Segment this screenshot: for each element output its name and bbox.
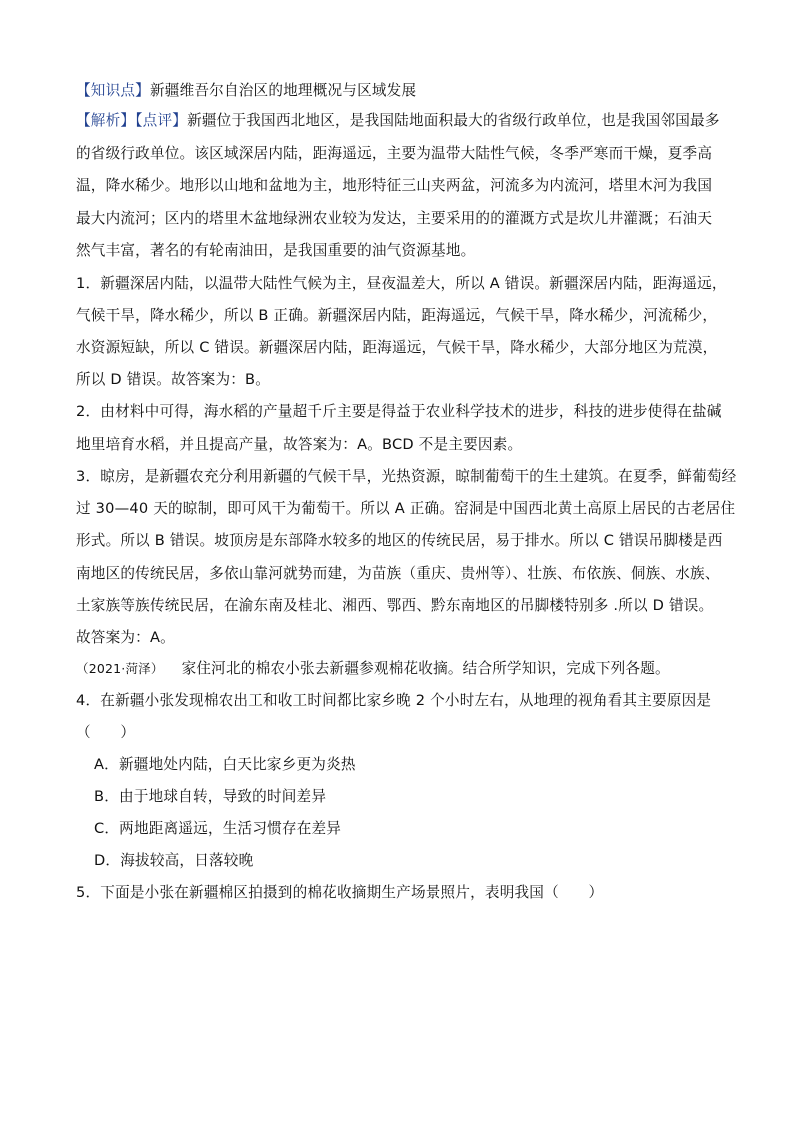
analysis-line-4: 最大内流河；区内的塔里木盆地绿洲农业较为发达，主要采用的的灌溉方式是坎儿井灌溉；石油天: [76, 210, 713, 227]
analysis-line-1: [76, 112, 720, 130]
answer-1-line-1: 1．新疆深居内陆，以温带大陆性气候为主，昼夜温差大，所以 A 错误。新疆深居内陆，距海遥远，: [76, 275, 727, 292]
question-5-stem: 5．下面是小张在新疆棉区拍摄到的棉花收摘期生产场景照片，表明我国（ ）: [76, 884, 604, 901]
answer-1-line-2: 气候干旱，降水稀少，所以 B 正确。新疆深居内陆，距海遥远，气候干旱，降水稀少，河流稀少，: [76, 307, 718, 324]
knowledge-point-text: 新疆维吾尔自治区的地理概况与区域发展: [149, 82, 417, 99]
analysis-line-2: 的省级行政单位。该区域深居内陆，距海遥远，主要为温带大陆性气候，冬季严寒而干燥，夏季高: [76, 145, 713, 162]
question-4-answer-bracket: （ ）: [76, 724, 136, 741]
answer-3-line-5: 土家族等族传统民居，在渝东南及桂北、湘西、鄂西、黔东南地区的吊脚楼特别多 .所以 D 错误。: [76, 597, 714, 614]
analysis-tag: 【解析】【点评】: [76, 112, 188, 129]
material-line: [76, 660, 670, 678]
answer-3-line-1: 3．晾房，是新疆农充分利用新疆的气候干旱，光热资源，晾制葡萄干的生土建筑。在夏季，鲜葡萄经: [76, 468, 737, 485]
answer-1-line-4: 所以 D 错误。故答案为：B。: [76, 371, 271, 388]
answer-3-line-4: 南地区的传统民居，多依山靠河就势而建，为苗族（重庆、贵州等）、壮族、布依族、侗族、水族、: [76, 565, 720, 582]
question-4-option-b: B．由于地球自转，导致的时间差异: [94, 788, 327, 805]
question-4-option-d: D．海拔较高，日落较晚: [94, 852, 254, 869]
question-4-option-c: C．两地距离遥远，生活习惯存在差异: [94, 820, 342, 837]
analysis-line-5: 然气丰富，著名的有轮南油田，是我国重要的油气资源基地。: [76, 242, 476, 259]
knowledge-point-line: [76, 82, 416, 100]
material-source: （2021·菏泽）: [76, 661, 164, 676]
material-text: 家住河北的棉农小张去新疆参观棉花收摘。结合所学知识，完成下列各题。: [181, 660, 670, 677]
analysis-line-3: 温，降水稀少。地形以山地和盆地为主，地形特征三山夹两盆，河流多为内流河，塔里木河为我国: [76, 177, 713, 194]
answer-3-line-6: 故答案为：A。: [76, 629, 175, 646]
question-4-option-a: A．新疆地处内陆，白天比家乡更为炎热: [94, 756, 356, 773]
question-4-stem: 4．在新疆小张发现棉农出工和收工时间都比家乡晚 2 个小时左右，从地理的视角看其主要原因是: [76, 692, 712, 709]
answer-2-line-1: 2．由材料中可得，海水稻的产量超千斤主要是得益于农业科学技术的进步，科技的进步使得在盐碱: [76, 403, 722, 420]
answer-3-line-3: 形式。所以 B 错误。坡顶房是东部降水较多的地区的传统民居，易于排水。所以 C 错误吊脚楼是西: [76, 532, 723, 549]
answer-1-line-3: 水资源短缺，所以 C 错误。新疆深居内陆，距海遥远，气候干旱，降水稀少，大部分地区为荒漠，: [76, 339, 718, 356]
answer-3-line-2: 过 30—40 天的晾制，即可风干为葡萄干。所以 A 正确。窑洞是中国西北黄土高原上居民的古老居住: [76, 500, 736, 517]
answer-2-line-2: 地里培育水稻，并且提高产量，故答案为：A。BCD 不是主要因素。: [76, 436, 523, 453]
analysis-text: 新疆位于我国西北地区，是我国陆地面积最大的省级行政单位，也是我国邻国最多: [187, 112, 720, 129]
knowledge-point-tag: 【知识点】: [76, 82, 150, 99]
